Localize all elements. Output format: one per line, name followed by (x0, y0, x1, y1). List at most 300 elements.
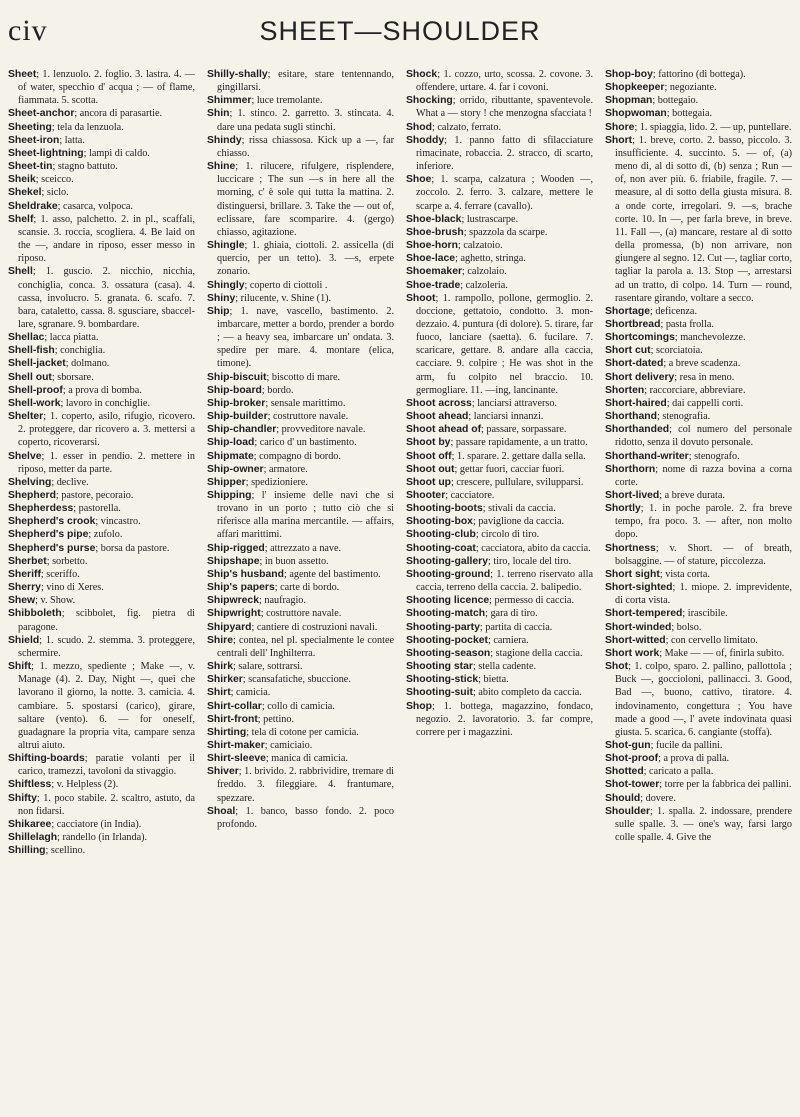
dictionary-entry (605, 568, 792, 581)
dictionary-entry (605, 765, 792, 778)
entry-headword: Shooter (406, 490, 446, 501)
entry-definition: ; bottegaio. (652, 95, 699, 107)
entry-headword: Shotted (605, 766, 644, 778)
entry-definition: ; 1. cozzo, urto, scossa. 2. covone. 3. offendere, urtare. 4. far i covoni. (416, 69, 593, 94)
entry-headword: Shooting-suit (406, 687, 473, 699)
entry-definition: ; paratie volanti per il carico, tramezzi, tavoloni da stivaggio. (18, 753, 195, 778)
dictionary-entry (406, 515, 593, 528)
entry-headword: Shorthand (605, 411, 657, 423)
dictionary-entry (207, 607, 394, 620)
entry-headword: Shew (8, 595, 36, 607)
dictionary-entry (8, 173, 195, 186)
dictionary-entry (605, 410, 792, 423)
entry-headword: Shipshape (207, 555, 260, 567)
entry-headword: Shekel (8, 187, 42, 199)
entry-definition: ; carte di bordo. (274, 582, 340, 594)
dictionary-entry (8, 555, 195, 568)
entry-headword: Shoot across (406, 397, 472, 409)
entry-headword: Sheldrake (8, 200, 58, 212)
columns-container (8, 68, 792, 1108)
entry-headword: Shelving (8, 476, 52, 488)
entry-definition: ; tela di cotone per camicia. (246, 726, 359, 738)
dictionary-entry (406, 450, 593, 463)
entry-definition: ; dai cappelli corti. (666, 397, 744, 409)
entry-headword: Shortness (605, 542, 656, 554)
entry-definition: ; 1. miope. 2. imprevidente, di corta vista. (615, 582, 792, 607)
entry-definition: ; calzato, ferrato. (431, 121, 501, 133)
entry-definition: ; bottegaia. (666, 108, 713, 120)
entry-definition: ; bietta. (478, 674, 509, 686)
dictionary-entry (406, 555, 593, 568)
entry-definition: ; provveditore navale. (276, 424, 366, 436)
entry-headword: Short (605, 134, 633, 146)
entry-headword: Shipping (207, 490, 252, 501)
dictionary-entry (8, 186, 195, 199)
dictionary-entry (605, 318, 792, 331)
entry-definition: ; stagno battuto. (52, 161, 118, 173)
dictionary-entry (406, 502, 593, 515)
column-3 (406, 68, 593, 1108)
dictionary-entry (207, 568, 394, 581)
dictionary-entry (406, 121, 593, 134)
entry-headword: Short cut (605, 345, 651, 357)
dictionary-entry (406, 252, 593, 265)
entry-headword: Short-witted (605, 634, 666, 646)
entry-headword: Shirker (207, 674, 243, 686)
entry-headword: Ship-board (207, 384, 262, 396)
entry-headword: Ship-biscuit (207, 371, 267, 383)
entry-definition: ; costruttore navale. (260, 608, 342, 620)
entry-headword: Sheet-tin (8, 161, 53, 173)
entry-definition: ; 1. guscio. 2. nicchio, nicchia, conchiglia, conca. 3. ossatura (casa). 4. cassa, involucro. 5. granata. 6. scafo. 7. bara, cataletto, cassa. 8. sgusciare, sbaccellare, sgranare. 9. bombardare. (18, 266, 195, 330)
entry-definition: ; dolmano. (65, 358, 110, 370)
entry-headword: Sheriff (8, 568, 41, 580)
dictionary-entry (207, 160, 394, 239)
entry-headword: Shell out (8, 371, 52, 383)
dictionary-entry (8, 134, 195, 147)
entry-headword: Sheet (8, 69, 37, 80)
entry-headword: Sheet-iron (8, 134, 60, 146)
entry-headword: Shoal (207, 805, 236, 817)
dictionary-entry (406, 436, 593, 449)
dictionary-entry (8, 213, 195, 266)
entry-definition: ; zufolo. (88, 529, 123, 541)
entry-headword: Shortage (605, 305, 651, 317)
entry-headword: Shooting star (406, 661, 473, 673)
dictionary-entry (605, 107, 792, 120)
entry-definition: ; conchiglia. (54, 345, 106, 357)
entry-definition: ; 1. mezzo, spediente ; Make —, v. Manage (4). 2. Day, Night —, quei che lavorano il giorno, la notte. 3. camicia. 4. cambiare. 5. spostarsi (carico), girare, saltare (vento). 6. — for oneself, guadagnare la propria vita, campare senza altrui aiuto. (18, 661, 195, 751)
entry-definition: ; 1. terreno riservato alla caccia, terreno della caccia. 2. balipedio. (416, 568, 593, 594)
entry-definition: ; fucile da pallini. (650, 739, 723, 751)
dictionary-entry (207, 134, 394, 160)
entry-definition: ; resa in meno. (674, 371, 735, 383)
entry-headword: Short-sighted (605, 582, 673, 594)
dictionary-entry (207, 489, 394, 542)
entry-definition: ; abito completo da caccia. (472, 687, 582, 699)
entry-headword: Shod (406, 121, 432, 133)
dictionary-entry (605, 68, 792, 81)
dictionary-entry (605, 305, 792, 318)
entry-headword: Shorthorn (605, 463, 656, 475)
dictionary-entry (605, 581, 792, 607)
entry-definition: ; orrido, ributtante, spaventevole. What a — story ! che menzogna sfacciata ! (416, 95, 593, 120)
entry-headword: Shoe (406, 174, 432, 186)
entry-definition: ; bolso. (671, 621, 702, 633)
entry-headword: Shipyard (207, 621, 252, 633)
entry-definition: ; 1. esser in pendio. 2. mettere in riposo, metter da parte. (18, 450, 195, 475)
dictionary-entry (406, 528, 593, 541)
entry-definition: ; tiro, locale del tiro. (487, 555, 572, 567)
dictionary-entry (207, 739, 394, 752)
entry-definition: ; cacciatore (in India). (51, 818, 142, 830)
entry-definition: ; permesso di caccia. (489, 595, 574, 607)
entry-definition: ; 1. spalla. 2. indossare, prendere sulle spalle. 3. — one's way, farsi largo colle spalle. 4. Give the (615, 805, 792, 844)
entry-headword: Shoe-horn (406, 240, 458, 252)
entry-headword: Shop-boy (605, 69, 653, 80)
dictionary-entry (8, 831, 195, 844)
entry-definition: ; stivali da caccia. (482, 503, 556, 515)
dictionary-entry (8, 68, 195, 107)
dictionary-entry (406, 594, 593, 607)
entry-definition: ; pettino. (257, 713, 295, 725)
entry-headword: Shooting-pocket (406, 634, 488, 646)
entry-definition: ; nome di razza bovina a corna corte. (615, 463, 792, 488)
entry-headword: Shoemaker (406, 266, 463, 278)
entry-definition: ; col numero del personale ridotto, senza il dovuto personale. (615, 424, 792, 449)
dictionary-entry (207, 752, 394, 765)
dictionary-entry (406, 265, 593, 278)
dictionary-entry (8, 384, 195, 397)
entry-definition: ; scibbolet, fig. pietra di paragone. (18, 608, 195, 633)
entry-definition: ; sorbetto. (46, 555, 88, 567)
entry-headword: Shipwreck (207, 595, 259, 607)
entry-headword: Shire (207, 634, 233, 646)
entry-headword: Shooting-ground (406, 568, 491, 580)
dictionary-entry (207, 436, 394, 449)
entry-headword: Shepherd's pipe (8, 529, 89, 541)
entry-definition: ; stenografia. (656, 411, 711, 423)
dictionary-entry (207, 555, 394, 568)
entry-headword: Shingle (207, 240, 245, 252)
dictionary-entry (207, 621, 394, 634)
entry-definition: ; tela da lenzuola. (51, 121, 124, 133)
dictionary-entry (406, 68, 593, 94)
dictionary-entry (207, 384, 394, 397)
entry-definition: ; a breve durata. (659, 490, 725, 501)
entry-definition: ; sceriffo. (40, 568, 80, 580)
dictionary-entry (8, 502, 195, 515)
dictionary-entry (406, 647, 593, 660)
dictionary-entry (605, 660, 792, 739)
dictionary-entry (406, 634, 593, 647)
entry-definition: ; paviglione da caccia. (472, 516, 565, 528)
entry-definition: ; biscotto di mare. (266, 371, 341, 383)
entry-definition: ; lavoro in conchiglie. (60, 397, 150, 409)
entry-definition: ; 1. ghiaia, ciottoli. 2. assicella (di quercio, per un tetto). 3. —s, erpete zonario. (217, 240, 394, 278)
dictionary-entry (605, 607, 792, 620)
entry-headword: Short-dated (605, 358, 664, 370)
entry-headword: Shield (8, 634, 40, 646)
entry-definition: ; 1. rampollo, pollone, germoglio. 2. doccione, gettatoio, condotto. 3. mondezzaio. 4. puntura (di dolore). 5. tirare, far fuoco, lanciare (saetta). 6. fucilare. 7. scaricare, gettare. 8. andare alla caccia, cacciare. 9. colpire ; He was shot in the arm, fu colpito nel braccio. 10. germogliare. 11. —ing, lancinante. (416, 292, 593, 396)
dictionary-entry (207, 239, 394, 278)
dictionary-entry (8, 331, 195, 344)
dictionary-entry (207, 450, 394, 463)
entry-definition: ; 1. banco, basso fondo. 2. poco profondo. (217, 805, 394, 830)
entry-headword: Shopkeeper (605, 82, 665, 94)
entry-definition: ; scorciatoia. (650, 345, 703, 357)
entry-headword: Shoulder (605, 805, 651, 817)
entry-headword: Shepherd's crook (8, 516, 96, 528)
entry-definition: ; stagione della caccia. (490, 647, 583, 659)
entry-headword: Shoot out (406, 463, 455, 475)
entry-headword: Shell-fish (8, 345, 55, 357)
entry-definition: ; v. Short. — of breath, bolsaggine. — of stature, piccolezza. (615, 542, 792, 567)
entry-headword: Shortbread (605, 318, 661, 330)
entry-definition: ; bordo. (261, 384, 294, 396)
entry-headword: Sheet-anchor (8, 108, 75, 120)
entry-headword: Shirt (207, 687, 231, 699)
entry-headword: Shorten (605, 384, 645, 396)
dictionary-entry (605, 94, 792, 107)
entry-definition: ; lustrascarpe. (461, 213, 519, 225)
entry-definition: ; stella cadente. (472, 661, 537, 673)
entry-headword: Shell-jacket (8, 358, 66, 370)
entry-headword: Shell-work (8, 397, 61, 409)
dictionary-entry (207, 410, 394, 423)
dictionary-entry (406, 621, 593, 634)
entry-definition: ; manchevolezze. (674, 332, 746, 344)
entry-headword: Ship-builder (207, 411, 268, 423)
entry-headword: Short-haired (605, 397, 667, 409)
dictionary-entry (207, 305, 394, 371)
page-number: civ (8, 14, 48, 47)
dictionary-entry (605, 397, 792, 410)
dictionary-entry (8, 489, 195, 502)
entry-definition: ; spedizioniere. (245, 476, 308, 488)
entry-headword: Shepherd's purse (8, 542, 96, 554)
dictionary-entry (8, 778, 195, 791)
dictionary-entry (207, 476, 394, 489)
dictionary-entry (207, 94, 394, 107)
entry-headword: Shoe-trade (406, 279, 461, 291)
dictionary-entry (406, 226, 593, 239)
entry-definition: ; caricato a palla. (643, 766, 714, 778)
dictionary-entry (207, 713, 394, 726)
dictionary-entry (8, 542, 195, 555)
dictionary-entry (605, 423, 792, 449)
dictionary-entry (207, 463, 394, 476)
dictionary-entry (406, 292, 593, 397)
dictionary-entry (605, 647, 792, 660)
entry-definition: ; sceicco. (35, 174, 74, 186)
dictionary-entry (207, 371, 394, 384)
entry-headword: Ship-broker (207, 397, 266, 409)
entry-headword: Sherry (8, 582, 41, 594)
entry-headword: Shingly (207, 279, 245, 291)
entry-definition: ; 1. colpo, sparo. 2. pallino, pallottola ; Buck —, goccioloni, pallinacci. 3. Good, Bad —, buono, cattivo, tiratore. 4. indovinamento, congettura ; You have made a good —, l' avete indovinata quasi giusta. 5. scarica. 6. cangiante (stoffa). (615, 661, 792, 738)
entry-headword: Shipper (207, 476, 246, 488)
dictionary-entry (605, 357, 792, 370)
dictionary-entry (8, 752, 195, 778)
entry-headword: Shoot ahead of (406, 424, 482, 436)
dictionary-entry (207, 660, 394, 673)
entry-headword: Shelter (8, 411, 44, 423)
entry-definition: ; rissa chiassosa. Kick up a —, far chiasso. (217, 134, 394, 159)
dictionary-entry (605, 792, 792, 805)
dictionary-entry (406, 700, 593, 739)
entry-headword: Short-tempered (605, 608, 683, 620)
entry-headword: Shibboleth (8, 608, 62, 620)
entry-headword: Shirt-collar (207, 700, 262, 712)
entry-definition: ; cacciatora, abito da caccia. (475, 542, 591, 554)
entry-definition: ; stenografo. (688, 450, 740, 462)
entry-definition: ; 1. breve, corto. 2. basso, piccolo. 3. insufficiente. 4. succinto. 5. — of, (a) meno di, al di sotto di, (b) senza ; Run — of, non aver più. 6. friabile, fragile. 7. — measure, al di sotto della giusta misura. 8. a onde corte, irregolari. 9. —s, brache corte. 10. In —, per farla breve, in breve. 11. Fall —, (a) mancare, restare al di sotto della promessa, (b) non arrivare, non giungere al segno. 12. Cut —, tagliar corto, tagliar la parola a. 13. Stop —, arrestarsi ad un tratto, di colpo. 14. Turn — round, rasentare girando, voltare a secco. (615, 134, 792, 304)
entry-headword: Short delivery (605, 371, 675, 383)
entry-headword: Shooting-match (406, 608, 486, 620)
entry-headword: Shirk (207, 661, 233, 673)
dictionary-entry (207, 542, 394, 555)
entry-headword: Short sight (605, 568, 660, 580)
entry-headword: Shooting-stick (406, 674, 479, 686)
entry-headword: Shooting-gallery (406, 555, 488, 567)
dictionary-entry (406, 476, 593, 489)
entry-headword: Shell (8, 266, 33, 278)
entry-definition: ; 1. stinco. 2. garretto. 3. stincata. 4. dare una pedata sugli stinchi. (217, 108, 394, 133)
entry-definition: ; lanciarsi attraverso. (471, 397, 557, 409)
entry-definition: ; agente del bastimento. (283, 568, 381, 580)
dictionary-entry (8, 660, 195, 752)
entry-definition: ; 1. asso, palchetto. 2. in pl., scaffali, scansie. 3. roccia, scogliera. 4. Be laid on the —, andare in riposo, esser messo in riposo. (18, 213, 195, 265)
entry-definition: ; v. Helpless (2). (51, 779, 119, 791)
dictionary-entry (406, 673, 593, 686)
entry-headword: Shelf (8, 213, 34, 225)
entry-headword: Ship-owner (207, 463, 264, 475)
dictionary-entry (8, 344, 195, 357)
dictionary-entry (8, 200, 195, 213)
entry-definition: ; 1. nave, vascello, bastimento. 2. imbarcare, metter a bordo, prender a bordo ; — a heavy sea, imbarcare un' ondata. 3. spedire per mare. 4. montare (elica, timone). (217, 305, 394, 370)
entry-definition: ; latta. (59, 134, 85, 146)
column-4 (605, 68, 792, 1108)
entry-headword: Shell-proof (8, 384, 63, 396)
dictionary-entry (605, 331, 792, 344)
entry-definition: ; lanciarsi innanzi. (468, 411, 544, 423)
entry-definition: ; pastore, pecoraio. (55, 490, 134, 501)
entry-headword: Shikaree (8, 818, 52, 830)
entry-headword: Shine (207, 161, 236, 173)
entry-headword: Shillelagh (8, 832, 58, 844)
dictionary-entry (406, 542, 593, 555)
dictionary-entry (605, 463, 792, 489)
entry-headword: Shock (406, 69, 438, 80)
dictionary-entry (8, 121, 195, 134)
dictionary-entry (207, 279, 394, 292)
entry-definition: ; 1. in poche parole. 2. fra breve tempo, fra poco. 3. — after, non molto dopo. (615, 503, 792, 541)
entry-headword: Sheeting (8, 121, 52, 133)
entry-definition: ; ancora di parasartie. (74, 108, 163, 120)
entry-headword: Shop (406, 700, 432, 712)
dictionary-entry (605, 621, 792, 634)
dictionary-entry (406, 134, 593, 173)
entry-headword: Ship-rigged (207, 542, 265, 554)
entry-definition: ; torre per la fabbrica dei pallini. (659, 779, 792, 791)
entry-headword: Shortly (605, 503, 641, 515)
entry-headword: Shoot ahead (406, 411, 469, 423)
entry-definition: ; casarca, volpoca. (57, 200, 133, 212)
entry-definition: ; sensale marittimo. (265, 397, 346, 409)
entry-definition: ; scellino. (45, 845, 86, 857)
dictionary-entry (406, 489, 593, 502)
entry-definition: ; borsa da pastore. (95, 542, 170, 554)
entry-definition: ; fattorino (di bottega). (652, 69, 746, 80)
dictionary-entry (605, 371, 792, 384)
dictionary-entry (207, 594, 394, 607)
dictionary-entry (207, 805, 394, 831)
entry-headword: Shore (605, 121, 635, 133)
entry-definition: ; raccorciare, abbreviare. (644, 384, 746, 396)
entry-headword: Short-winded (605, 621, 672, 633)
entry-headword: Shipwright (207, 608, 261, 620)
entry-definition: ; randello (in Irlanda). (57, 832, 148, 844)
entry-definition: ; 1. rilucere, rifulgere, risplendere, luccicare ; The sun —s in here all the morning, c' è sole qui tutta la mattina. 2. distinguersi, brillare. 3. Take the — out of, eclissare, fare scomparire. 4. (gergo) chiasso, agitazione. (217, 161, 394, 238)
entry-headword: Should (605, 792, 641, 804)
entry-definition: ; con cervello limitato. (665, 634, 758, 646)
dictionary-entry (406, 568, 593, 594)
dictionary-entry (8, 515, 195, 528)
entry-definition: ; 1. bottega, magazzino, fondaco, negozio. 2. lavoratorio. 3. far compre, correre per i magazzini. (416, 700, 593, 738)
dictionary-entry (207, 397, 394, 410)
entry-headword: Shilly-shally (207, 69, 268, 80)
entry-definition: ; luce tremolante. (251, 95, 323, 107)
entry-definition: ; 1. panno fatto di sfilacciature rimacinate, robaccia. 2. stracco, di scarto, inferiore. (416, 134, 593, 173)
entry-definition: ; naufragio. (258, 595, 306, 607)
entry-definition: ; calzolaio. (462, 266, 507, 278)
dictionary-entry (8, 594, 195, 607)
entry-definition: ; costruttore navale. (267, 411, 349, 423)
entry-definition: ; camiciaio. (264, 739, 313, 751)
dictionary-entry (605, 81, 792, 94)
entry-headword: Ship's papers (207, 582, 275, 594)
entry-headword: Ship-chandler (207, 424, 277, 436)
entry-definition: ; salare, sottrarsi. (233, 661, 303, 673)
entry-definition: ; deficenza. (650, 305, 697, 317)
dictionary-entry (207, 581, 394, 594)
entry-definition: ; 1. scudo. 2. stemma. 3. proteggere, schermire. (18, 634, 195, 659)
dictionary-entry (406, 660, 593, 673)
entry-definition: ; vino di Xeres. (40, 582, 104, 594)
entry-definition: ; coperto di ciottoli . (244, 279, 328, 291)
entry-headword: Shifty (8, 792, 37, 804)
entry-definition: ; 1. scarpa, calzatura ; Wooden —, zoccolo. 2. ferro. 3. calzare, mettere le scarpe a. 4. ferrare (cavallo). (416, 174, 593, 212)
dictionary-entry (8, 147, 195, 160)
entry-headword: Shirting (207, 726, 247, 738)
dictionary-entry (406, 423, 593, 436)
entry-headword: Shoot by (406, 437, 451, 449)
entry-definition: ; crescere, pullulare, svilupparsi. (451, 476, 584, 488)
dictionary-entry (8, 265, 195, 331)
dictionary-entry (207, 292, 394, 305)
dictionary-entry (8, 528, 195, 541)
entry-definition: ; 1. brivido. 2. rabbrividire, tremare di freddo. 3. fileggiare. 4. frantumare, spezzare. (217, 766, 394, 804)
entry-definition: ; manica di camicia. (265, 753, 348, 765)
entry-headword: Shoe-brush (406, 226, 464, 238)
entry-definition: ; lampi di caldo. (83, 147, 150, 159)
entry-definition: ; lacca piatta. (44, 332, 99, 344)
dictionary-entry (406, 463, 593, 476)
entry-headword: Sheet-lightning (8, 147, 84, 159)
entry-headword: Shooting-coat (406, 542, 476, 554)
dictionary-entry (207, 107, 394, 133)
